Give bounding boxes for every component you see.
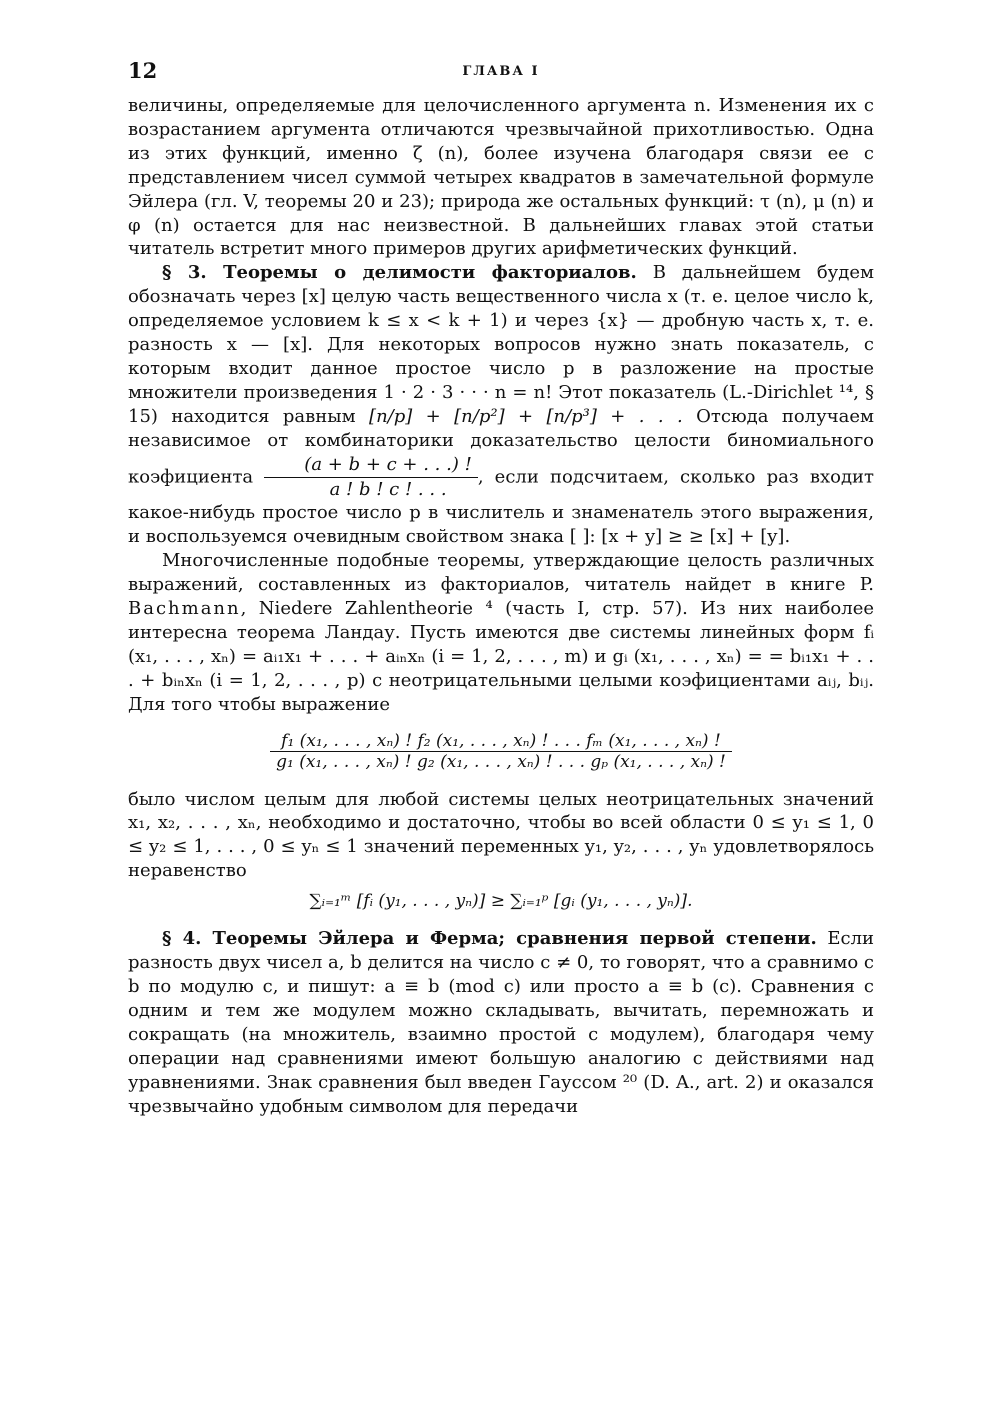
landau-denominator: g₁ (x₁, . . . , xₙ) ! g₂ (x₁, . . . , xₙ) ! . . . gₚ (x₁, . . . , xₙ) ! — [276, 751, 726, 772]
section-4 — [128, 927, 874, 1118]
paragraph-functions: величины, определяемые для целочисленного аргумента n. Изменения их с возрастанием аргумента отличаются чрезвычайной прихотливостью. Одна из этих функций, именно ζ (n), более изучена благодаря связи ее с представлением чисел суммой четырех квадратов в замечательной формуле Эйлера (гл. V, теоремы 20 и 23); природа же остальных функций: τ (n), μ (n) и φ (n) остается для нас неизвестной. В дальнейших главах этой статьи читатель встретит много примеров других арифметических функций. — [128, 95, 874, 260]
paragraph-condition: было числом целым для любой системы целых неотрицательных значений x₁, x₂, . . . , xₙ, необходимо и достаточно, чтобы во всей области 0 ≤ y₁ ≤ 1, 0 ≤ y₂ ≤ 1, . . . , 0 ≤ yₙ ≤ 1 значений переменных y₁, y₂, . . . , yₙ удовлетворялось неравенство — [128, 788, 874, 882]
paragraph-landau — [128, 549, 874, 716]
formula-dirichlet: [n/p] + [n/p²] + [n/p³] + . . . — [369, 405, 683, 427]
landau-fraction — [270, 731, 732, 772]
formula-inequality: ∑ᵢ₌₁ᵐ [fᵢ (y₁, . . . , yₙ)] ≥ ∑ᵢ₌₁ᵖ [gᵢ (y₁, . . . , yₙ)]. — [309, 891, 693, 912]
landau-numerator: f₁ (x₁, . . . , xₙ) ! f₂ (x₁, . . . , xₙ) ! . . . fₘ (x₁, . . . , xₙ) ! — [270, 731, 732, 752]
section-3-heading: § 3. Теоремы о делимости факториалов. — [162, 262, 637, 284]
binomial-fraction — [264, 453, 478, 502]
section-4-heading: § 4. Теоремы Эйлера и Ферма; сравнения первой степени. — [162, 928, 817, 950]
formula-landau — [128, 731, 874, 772]
binomial-denominator: a ! b ! c ! . . . — [329, 478, 447, 500]
section-3 — [128, 261, 874, 549]
landau-text-a: Многочисленные подобные теоремы, утверждающие целость различных выражений, составленных из факториалов, читатель найдет в книге P. — [128, 550, 874, 596]
section-3-text-a: В дальнейшем будем обозначать через [x] целую часть вещественного числа x (т. е. целое число k, определяемое условием k ≤ x < k + 1) и через {x} — дробную часть x, т. е. разность x — [x]. Для некоторых вопросов нужно знать показатель, с которым входит данное простое число p в разложение на простые множители произведения 1 · 2 · 3 · · · n = n! Этот показатель (L.-Dirichlet ¹⁴, § 15) находится равным — [128, 262, 874, 427]
running-title: ГЛАВА I — [462, 64, 540, 79]
author-name: Bachmann — [128, 598, 241, 620]
section-3-text-c: , если подсчитаем, сколько раз входит какое-нибудь простое число p в числитель и знаменатель этого выражения, и воспользуемся очевидным свойством знака [ ]: [x + y] ≥ ≥ [x] + [y]. — [128, 466, 874, 548]
section-3-text-b: Отсюда получаем независимое от комбинаторики доказательство целости биномиального коэфициента — [128, 405, 874, 487]
section-4-text: Если разность двух чисел a, b делится на число c ≠ 0, то говорят, что a сравнимо с b по модулю c, и пишут: a ≡ b (mod c) или просто a ≡ b (c). Сравнения с одним и тем же модулем можно складывать, вычитать, перемножать и сокращать (на множитель, взаимно простой с модулем), благодаря чему операции над сравнениями имеют большую аналогию с действиями над уравнениями. Знак сравнения был введен Гауссом ²⁰ (D. A., art. 2) и оказался чрезвычайно удобным символом для передачи — [128, 928, 874, 1117]
page-header — [128, 58, 874, 94]
page — [128, 58, 874, 1118]
binomial-numerator: (a + b + c + . . .) ! — [264, 453, 478, 478]
page-number: 12 — [128, 58, 158, 83]
landau-text-b: , Niedere Zahlentheorie ⁴ (часть I, стр. 57). Из них наиболее интересна теорема Ландау. Пусть имеются две системы линейных форм fᵢ (x₁, . . . , xₙ) = aᵢ₁x₁ + . . . + aᵢₙxₙ (i = 1, 2, . . . , m) и gᵢ (x₁, . . . , xₙ) = = bᵢ₁x₁ + . . . + bᵢₙxₙ (i = 1, 2, . . . , p) с неотрицательными целыми коэфициентами aᵢⱼ, bᵢⱼ. Для того чтобы выражение — [128, 598, 874, 715]
